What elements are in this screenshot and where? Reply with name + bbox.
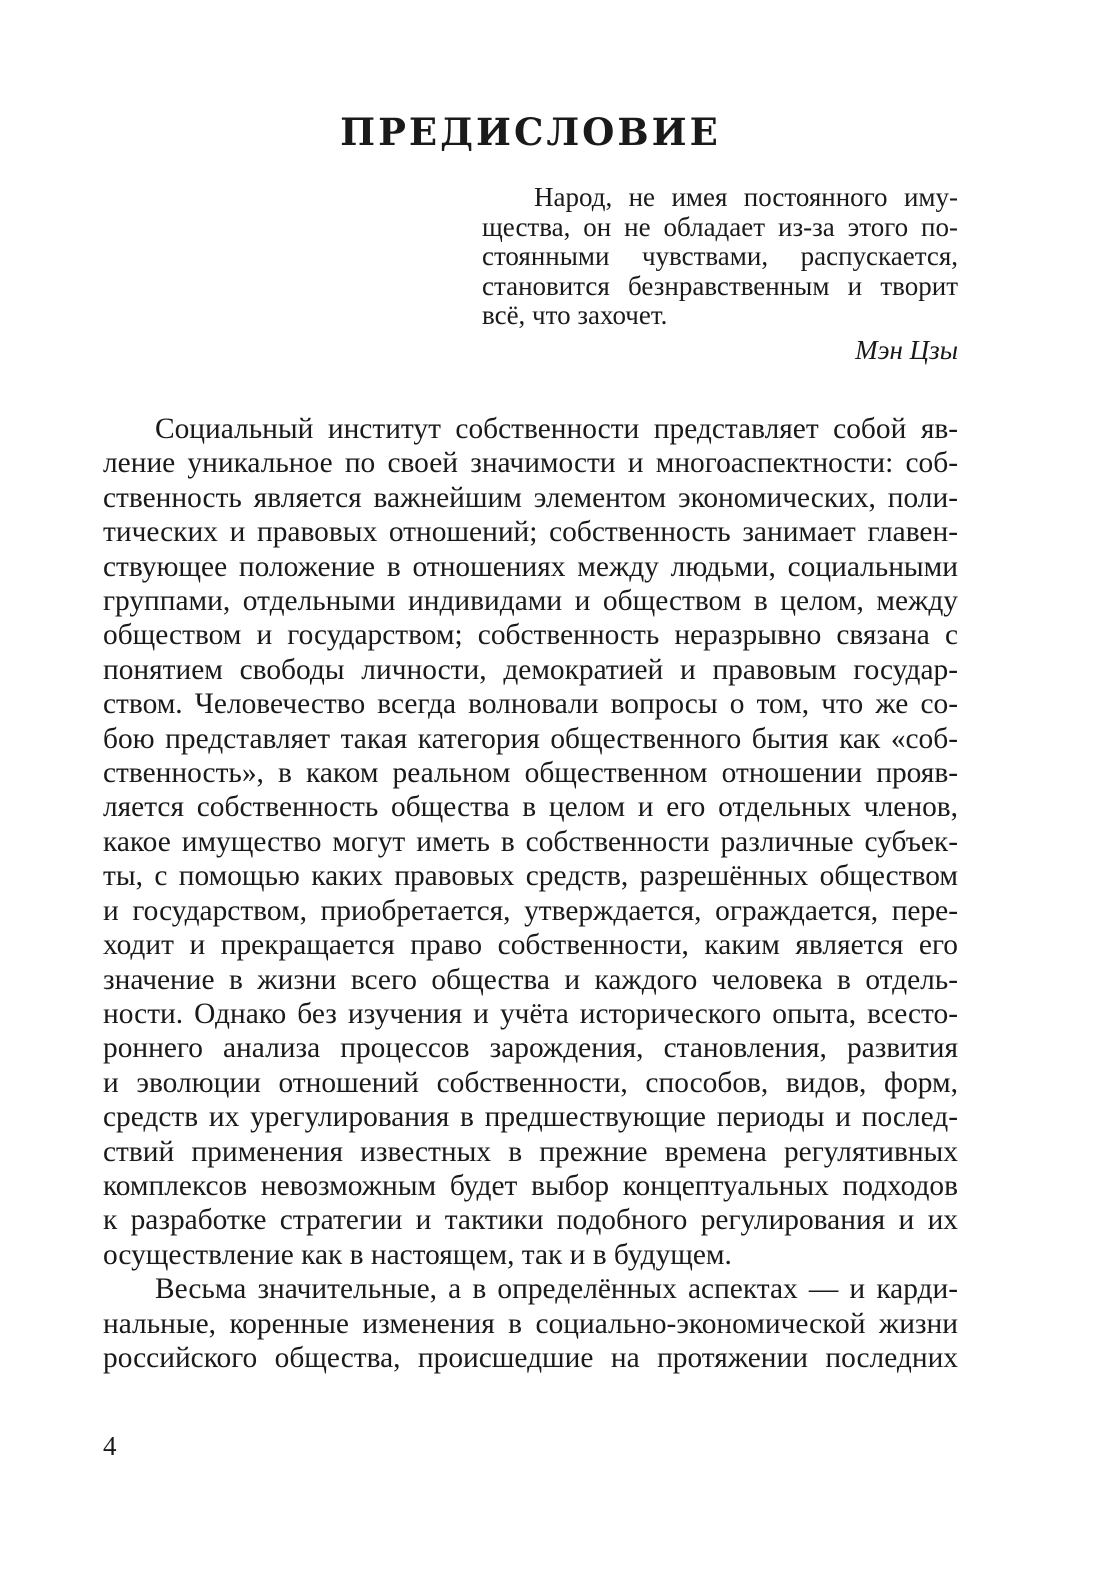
text-line: тических и правовых отношений; собственность занимает главен- (103, 516, 958, 549)
text-line: российского общества, происшедшие на протяжении последних (103, 1341, 958, 1374)
epigraph-author: Мэн Цзы (855, 334, 958, 365)
text-line: ственность», в каком реальном общественном отношении прояв- (103, 757, 958, 790)
epigraph-line: всё, что захочет. (482, 300, 668, 330)
text-line: средств их урегулирования в предшествующие периоды и послед- (103, 1101, 958, 1134)
page-number: 4 (103, 1431, 117, 1461)
text-line: ходит и прекращается право собственности, каким является его (103, 929, 958, 962)
epigraph-line: стоянными чувствами, распускается, (482, 241, 958, 271)
epigraph-line: щества, он не обладает из-за этого по- (482, 211, 958, 242)
paragraph-1 (103, 412, 958, 1272)
body-text (103, 412, 958, 1375)
text-line: Весьма значительные, а в определённых аспектах — и карди- (155, 1273, 958, 1306)
text-line: ности. Однако без изучения и учёта исторического опыта, всесто- (103, 997, 958, 1030)
epigraph (482, 183, 958, 365)
text-line: к разработке стратегии и тактики подобного регулирования и их (103, 1204, 958, 1237)
text-line: осуществление как в настоящем, так и в будущем. (103, 1238, 732, 1271)
text-line: нальные, коренные изменения в социально-экономической жизни (103, 1307, 958, 1340)
text-line: и эволюции отношений собственности, способов, видов, форм, (103, 1066, 958, 1099)
text-line: роннего анализа процессов зарождения, становления, развития (103, 1032, 958, 1065)
text-line: комплексов невозможным будет выбор концептуальных подходов (103, 1169, 958, 1202)
text-line: понятием свободы личности, демократией и правовым государ- (103, 653, 958, 686)
text-line: ством. Человечество всегда волновали вопросы о том, что же со- (103, 688, 958, 721)
text-line: ляется собственность общества в целом и его отдельных членов, (103, 791, 958, 824)
text-line: ление уникальное по своей значимости и многоаспектности: соб- (103, 447, 958, 480)
text-line: и государством, приобретается, утверждается, ограждается, пере- (103, 894, 958, 927)
text-line: какое имущество могут иметь в собственности различные субъек- (103, 825, 958, 858)
text-line: ствующее положение в отношениях между людьми, социальными (103, 550, 958, 583)
epigraph-line: Народ, не имея постоянного иму- (534, 182, 958, 212)
paragraph-2 (103, 1272, 958, 1375)
text-line: бою представляет такая категория общественного бытия как «соб- (103, 722, 958, 755)
epigraph-line: становится безнравственным и творит (482, 270, 958, 301)
text-line: Социальный институт собственности представляет собой яв- (155, 413, 958, 445)
text-line: ственность является важнейшим элементом экономических, поли- (103, 481, 958, 514)
text-line: группами, отдельными индивидами и обществом в целом, между (103, 585, 958, 618)
text-line: значение в жизни всего общества и каждого человека в отдель- (103, 963, 958, 996)
text-line: ствий применения известных в прежние времена регулятивных (103, 1135, 958, 1168)
text-line: обществом и государством; собственность неразрывно связана с (103, 619, 958, 652)
text-line: ты, с помощью каких правовых средств, разрешённых обществом (103, 860, 958, 893)
page-title: ПРЕДИСЛОВИЕ (340, 110, 721, 154)
